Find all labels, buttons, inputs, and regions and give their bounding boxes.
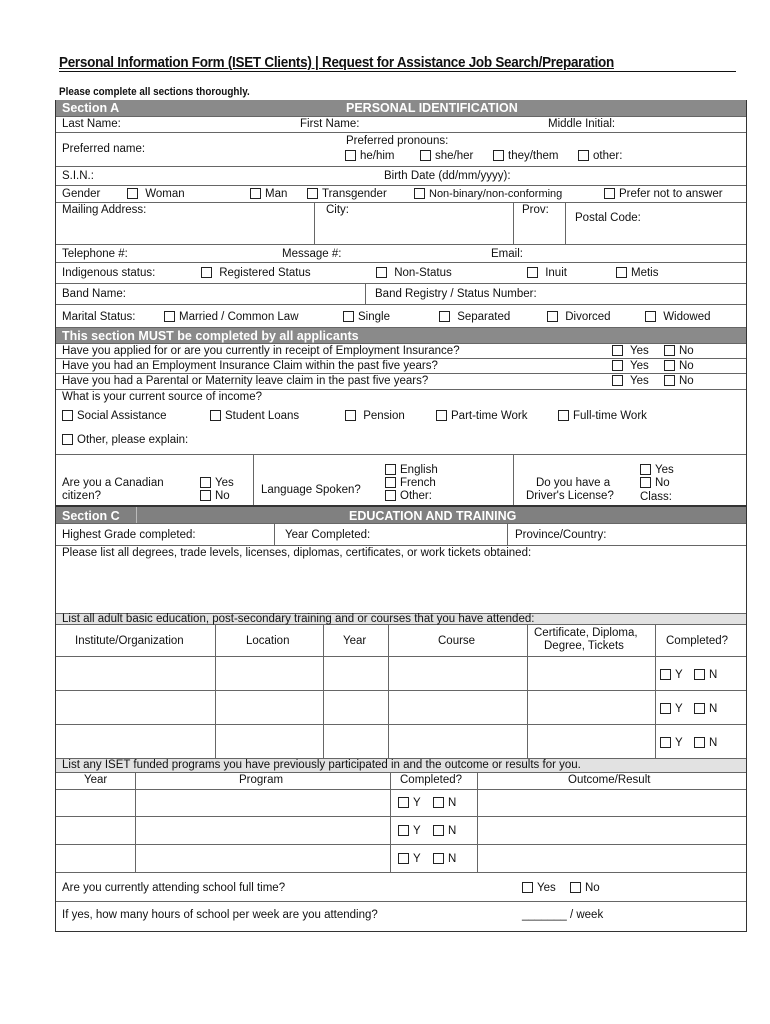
income-pension[interactable] <box>345 410 405 423</box>
iset-completed-y[interactable] <box>398 853 421 866</box>
yes-label: Yes <box>630 375 649 387</box>
title-underline <box>59 71 736 72</box>
middle-initial-field[interactable]: Middle Initial: <box>548 118 616 130</box>
institute-cell[interactable] <box>56 725 216 758</box>
iset-row[interactable] <box>56 817 746 845</box>
sin-field[interactable]: S.I.N.: <box>62 170 94 182</box>
checkbox-citizen-no[interactable] <box>200 490 211 501</box>
gender-label: Gender <box>62 188 101 200</box>
checkbox-completed-y[interactable] <box>660 669 671 680</box>
preferred-pronouns-label: Preferred pronouns: <box>346 135 449 147</box>
checkbox-license-no[interactable] <box>640 477 651 488</box>
checkbox-completed-n[interactable] <box>694 669 705 680</box>
first-name-field[interactable]: First Name: <box>300 118 360 130</box>
section-a-header <box>56 100 746 117</box>
gender-transgender[interactable] <box>307 188 387 201</box>
divider <box>365 284 366 304</box>
iset-year-cell[interactable] <box>56 845 136 872</box>
degrees-row <box>56 546 746 614</box>
inuit-label: Inuit <box>545 267 567 279</box>
checkbox-ei-claim-no[interactable] <box>664 360 675 371</box>
iset-completed-header: Completed? <box>400 774 463 786</box>
english-label: English <box>400 464 438 476</box>
iset-completed-y[interactable] <box>398 797 421 810</box>
iset-completed-y[interactable] <box>398 825 421 838</box>
student-loans-label: Student Loans <box>225 410 300 422</box>
checkbox-income-other[interactable] <box>62 434 73 445</box>
program-cell[interactable] <box>136 845 391 872</box>
iset-completed-cell <box>391 817 478 844</box>
checkbox-widowed[interactable] <box>645 311 656 322</box>
checkbox-she-her[interactable] <box>420 150 431 161</box>
last-name-field[interactable]: Last Name: <box>62 118 121 130</box>
completed-n[interactable] <box>694 703 717 716</box>
program-cell[interactable] <box>136 817 391 844</box>
checkbox-iset-y[interactable] <box>398 825 409 836</box>
completed-n[interactable] <box>694 669 717 682</box>
checkbox-registered-status[interactable] <box>201 267 212 278</box>
attending-yes[interactable] <box>522 882 556 895</box>
yes-label: Yes <box>655 464 674 476</box>
course-cell[interactable] <box>389 691 528 724</box>
y-label: Y <box>413 797 421 809</box>
ei-claim-yes[interactable] <box>612 360 649 373</box>
checkbox-iset-n[interactable] <box>433 825 444 836</box>
iset-table-header <box>56 773 746 790</box>
hours-per-week-field[interactable]: _______ / week <box>522 909 604 921</box>
section-c-header <box>56 505 746 524</box>
gender-man[interactable] <box>250 188 287 201</box>
course-cell[interactable] <box>389 657 528 690</box>
checkbox-iset-y[interactable] <box>398 797 409 808</box>
checkbox-student-loans[interactable] <box>210 410 221 421</box>
married-label: Married / Common Law <box>179 311 299 323</box>
checkbox-single[interactable] <box>343 311 354 322</box>
iset-completed-n[interactable] <box>433 825 456 838</box>
social-assistance-label: Social Assistance <box>77 410 167 422</box>
completed-y[interactable] <box>660 737 683 750</box>
column-location <box>216 625 324 656</box>
education-row[interactable] <box>56 725 746 759</box>
marital-single[interactable] <box>343 311 390 324</box>
ei-claim-question: Have you had an Employment Insurance Claim within the past five years? <box>62 360 438 372</box>
column-certificate <box>528 625 656 656</box>
institute-cell[interactable] <box>56 657 216 690</box>
license-no[interactable] <box>640 477 670 490</box>
pronoun-they-them[interactable] <box>493 150 559 163</box>
income-part-time[interactable] <box>436 410 527 423</box>
section-c-heading: EDUCATION AND TRAINING <box>349 509 517 523</box>
column-program <box>136 773 391 789</box>
adult-education-prompt: List all adult basic education, post-secondary training and or courses that you have attended: <box>62 613 535 625</box>
checkbox-ei-claim-yes[interactable] <box>612 360 623 371</box>
marital-married[interactable] <box>164 311 299 324</box>
yes-label: Yes <box>537 882 556 894</box>
pronoun-other[interactable] <box>578 150 622 163</box>
instructions: Please complete all sections thoroughly. <box>59 86 250 98</box>
pronoun-he-him-label: he/him <box>360 150 395 162</box>
drivers-license-line2: Driver's License? <box>526 490 614 502</box>
y-label: Y <box>675 669 683 681</box>
divorced-label: Divorced <box>565 311 611 323</box>
sin-row <box>56 167 746 186</box>
checkbox-divorced[interactable] <box>547 311 558 322</box>
parental-row <box>56 374 746 390</box>
divider <box>314 203 315 244</box>
section-c-label: Section C <box>62 509 120 523</box>
ei-claim-no[interactable] <box>664 360 694 373</box>
language-french[interactable] <box>385 477 436 490</box>
checkbox-part-time[interactable] <box>436 410 447 421</box>
indigenous-non-status[interactable] <box>376 267 452 280</box>
iset-completed-n[interactable] <box>433 853 456 866</box>
income-full-time[interactable] <box>558 410 647 423</box>
marital-widowed[interactable] <box>645 311 711 324</box>
checkbox-man[interactable] <box>250 188 261 199</box>
citizen-no[interactable] <box>200 490 230 503</box>
pronoun-other-label: other: <box>593 150 623 162</box>
n-label: N <box>448 797 457 809</box>
drivers-license-line1: Do you have a <box>536 477 611 489</box>
checkbox-completed-n[interactable] <box>694 703 705 714</box>
income-social-assistance[interactable] <box>62 410 167 423</box>
checkbox-license-yes[interactable] <box>640 464 651 475</box>
iset-completed-n[interactable] <box>433 797 456 810</box>
attending-school-row <box>56 873 746 902</box>
yes-label: Yes <box>630 360 649 372</box>
income-other[interactable] <box>62 434 188 447</box>
language-spoken-label: Language Spoken? <box>261 484 361 496</box>
iset-prompt: List any ISET funded programs you have previously participated in and the outcome or results for you. <box>62 759 581 771</box>
certificate-header-line2: Degree, Tickets <box>544 640 624 652</box>
checkbox-completed-y[interactable] <box>660 737 671 748</box>
column-institute <box>56 625 216 656</box>
section-b-header <box>56 328 746 344</box>
section-a-heading: PERSONAL IDENTIFICATION <box>346 101 518 115</box>
checkbox-woman[interactable] <box>127 188 138 199</box>
gender-woman[interactable] <box>127 188 185 201</box>
parental-yes[interactable] <box>612 375 649 388</box>
no-label: No <box>679 375 694 387</box>
band-row <box>56 284 746 305</box>
divider <box>253 455 254 505</box>
checkbox-completed-y[interactable] <box>660 703 671 714</box>
license-class-field[interactable]: Class: <box>640 491 672 503</box>
hours-question: If yes, how many hours of school per week are you attending? <box>62 909 378 921</box>
location-cell[interactable] <box>216 725 324 758</box>
email-field[interactable]: Email: <box>491 248 523 260</box>
preferred-row <box>56 133 746 167</box>
no-label: No <box>215 490 230 502</box>
n-label: N <box>448 825 457 837</box>
iset-bar <box>56 759 746 773</box>
iset-completed-cell <box>391 790 478 816</box>
ei-claim-row <box>56 359 746 374</box>
ei-yes[interactable] <box>612 345 649 358</box>
n-label: N <box>709 737 718 749</box>
band-registry-field[interactable]: Band Registry / Status Number: <box>375 288 537 300</box>
no-label: No <box>655 477 670 489</box>
institute-header: Institute/Organization <box>75 635 184 647</box>
y-label: Y <box>675 703 683 715</box>
language-other[interactable] <box>385 490 432 503</box>
course-cell[interactable] <box>389 725 528 758</box>
form-body <box>55 100 747 932</box>
license-yes[interactable] <box>640 464 674 477</box>
checkbox-inuit[interactable] <box>527 267 538 278</box>
checkbox-married[interactable] <box>164 311 175 322</box>
program-header: Program <box>239 774 284 786</box>
column-iset-year <box>56 773 136 789</box>
checkbox-iset-y[interactable] <box>398 853 409 864</box>
citizen-yes[interactable] <box>200 477 234 490</box>
yes-label: Yes <box>630 345 649 357</box>
pronoun-they-them-label: they/them <box>508 150 559 162</box>
year-header: Year <box>343 635 367 647</box>
year-cell[interactable] <box>324 691 389 724</box>
full-time-label: Full-time Work <box>573 410 647 422</box>
birth-date-field[interactable]: Birth Date (dd/mm/yyyy): <box>384 170 511 182</box>
gender-woman-label: Woman <box>145 188 185 200</box>
degrees-prompt[interactable]: Please list all degrees, trade levels, licenses, diplomas, certificates, or work tickets obtained: <box>62 547 532 559</box>
pension-label: Pension <box>363 410 405 422</box>
completed-n[interactable] <box>694 737 717 750</box>
attending-no[interactable] <box>570 882 600 895</box>
y-label: Y <box>675 737 683 749</box>
checkbox-prefer-not[interactable] <box>604 188 615 199</box>
checkbox-they-them[interactable] <box>493 150 504 161</box>
iset-year-header: Year <box>84 774 108 786</box>
checkbox-english[interactable] <box>385 464 396 475</box>
income-student-loans[interactable] <box>210 410 299 423</box>
yes-label: Yes <box>215 477 234 489</box>
checkbox-attending-no[interactable] <box>570 882 581 893</box>
marital-row <box>56 305 746 328</box>
section-b-heading: This section MUST be completed by all applicants <box>62 329 359 343</box>
outcome-header: Outcome/Result <box>568 774 651 786</box>
indigenous-metis[interactable] <box>616 267 658 280</box>
gender-prefer-not-label: Prefer not to answer <box>619 188 723 200</box>
adult-education-bar <box>56 614 746 625</box>
income-question: What is your current source of income? <box>62 391 263 403</box>
checkbox-transgender[interactable] <box>307 188 318 199</box>
certificate-cell[interactable] <box>528 657 656 690</box>
checkbox-separated[interactable] <box>439 311 450 322</box>
indigenous-row <box>56 263 746 284</box>
iset-row[interactable] <box>56 790 746 817</box>
gender-row <box>56 186 746 203</box>
checkbox-completed-n[interactable] <box>694 737 705 748</box>
language-english[interactable] <box>385 464 438 477</box>
widowed-label: Widowed <box>663 311 711 323</box>
n-label: N <box>448 853 457 865</box>
checkbox-parental-no[interactable] <box>664 375 675 386</box>
completed-header: Completed? <box>666 635 729 647</box>
pronoun-she-her[interactable] <box>420 150 473 163</box>
divider <box>274 524 275 545</box>
name-row <box>56 117 746 133</box>
course-header: Course <box>438 635 476 647</box>
section-a-label: Section A <box>62 101 120 115</box>
band-name-field[interactable]: Band Name: <box>62 288 126 300</box>
citizen-language-license-row <box>56 455 746 505</box>
checkbox-social-assistance[interactable] <box>62 410 73 421</box>
certificate-cell[interactable] <box>528 725 656 758</box>
checkbox-non-binary[interactable] <box>414 188 425 199</box>
no-label: No <box>679 360 694 372</box>
postal-code-field[interactable]: Postal Code: <box>575 212 641 224</box>
education-row[interactable] <box>56 657 746 691</box>
checkbox-full-time[interactable] <box>558 410 569 421</box>
message-field[interactable]: Message #: <box>282 248 342 260</box>
ei-no[interactable] <box>664 345 694 358</box>
income-row <box>56 390 746 455</box>
location-header: Location <box>246 635 290 647</box>
metis-label: Metis <box>631 267 659 279</box>
contact-row <box>56 245 746 263</box>
n-label: N <box>709 703 718 715</box>
marital-status-label: Marital Status: <box>62 311 136 323</box>
province-country-field[interactable]: Province/Country: <box>515 529 607 541</box>
checkbox-other-pronoun[interactable] <box>578 150 589 161</box>
column-year <box>324 625 389 656</box>
year-cell[interactable] <box>324 657 389 690</box>
part-time-label: Part-time Work <box>451 410 528 422</box>
divider <box>565 203 566 244</box>
gender-transgender-label: Transgender <box>322 188 387 200</box>
location-cell[interactable] <box>216 657 324 690</box>
divider <box>136 507 137 523</box>
year-completed-field[interactable]: Year Completed: <box>285 529 371 541</box>
citizen-label-line1: Are you a Canadian <box>62 477 164 489</box>
marital-divorced[interactable] <box>547 311 611 324</box>
no-label: No <box>585 882 600 894</box>
checkbox-iset-n[interactable] <box>433 797 444 808</box>
divider <box>513 455 514 505</box>
iset-year-cell[interactable] <box>56 790 136 816</box>
parental-no[interactable] <box>664 375 694 388</box>
parental-question: Have you had a Parental or Maternity leave claim in the past five years? <box>62 375 429 387</box>
iset-completed-cell <box>391 845 478 872</box>
education-table-header <box>56 625 746 657</box>
column-course <box>389 625 528 656</box>
divider <box>513 203 514 244</box>
preferred-name-field[interactable]: Preferred name: <box>62 143 146 155</box>
gender-non-binary[interactable] <box>414 188 562 201</box>
checkbox-citizen-yes[interactable] <box>200 477 211 488</box>
registered-status-label: Registered Status <box>219 267 311 279</box>
income-other-label: Other, please explain: <box>77 434 189 446</box>
ei-question: Have you applied for or are you currently in receipt of Employment Insurance? <box>62 345 460 357</box>
non-status-label: Non-Status <box>394 267 452 279</box>
completed-y[interactable] <box>660 669 683 682</box>
telephone-field[interactable]: Telephone #: <box>62 248 128 260</box>
highest-grade-field[interactable]: Highest Grade completed: <box>62 529 196 541</box>
gender-non-binary-label: Non-binary/non-conforming <box>429 188 563 200</box>
indigenous-inuit[interactable] <box>527 267 567 280</box>
marital-separated[interactable] <box>439 311 510 324</box>
checkbox-metis[interactable] <box>616 267 627 278</box>
y-label: Y <box>413 825 421 837</box>
gender-prefer-not[interactable] <box>604 188 723 201</box>
y-label: Y <box>413 853 421 865</box>
form-title: Personal Information Form (ISET Clients) | Request for Assistance Job Search/Preparation <box>59 55 614 71</box>
program-cell[interactable] <box>136 790 391 816</box>
checkbox-ei-no[interactable] <box>664 345 675 356</box>
certificate-cell[interactable] <box>528 691 656 724</box>
language-other-label: Other: <box>400 490 432 502</box>
checkbox-iset-n[interactable] <box>433 853 444 864</box>
gender-man-label: Man <box>265 188 288 200</box>
citizen-label-line2: citizen? <box>62 490 101 502</box>
location-cell[interactable] <box>216 691 324 724</box>
city-field[interactable]: City: <box>326 204 349 216</box>
checkbox-non-status[interactable] <box>376 267 387 278</box>
address-row <box>56 203 746 245</box>
indigenous-status-label: Indigenous status: <box>62 267 156 279</box>
divider <box>507 524 508 545</box>
iset-year-cell[interactable] <box>56 817 136 844</box>
certificate-header-line1: Certificate, Diploma, <box>534 627 638 639</box>
checkbox-he-him[interactable] <box>345 150 356 161</box>
indigenous-registered[interactable] <box>201 267 311 280</box>
year-cell[interactable] <box>324 725 389 758</box>
checkbox-french[interactable] <box>385 477 396 488</box>
attending-school-question: Are you currently attending school full time? <box>62 882 286 894</box>
column-iset-completed <box>391 773 478 789</box>
checkbox-ei-yes[interactable] <box>612 345 623 356</box>
highest-grade-row <box>56 524 746 546</box>
mailing-address-field[interactable]: Mailing Address: <box>62 204 147 216</box>
iset-row[interactable] <box>56 845 746 873</box>
separated-label: Separated <box>457 311 511 323</box>
checkbox-pension[interactable] <box>345 410 356 421</box>
n-label: N <box>709 669 718 681</box>
hours-row <box>56 902 746 931</box>
pronoun-she-her-label: she/her <box>435 150 474 162</box>
checkbox-attending-yes[interactable] <box>522 882 533 893</box>
no-label: No <box>679 345 694 357</box>
ei-question-row <box>56 344 746 359</box>
pronoun-he-him[interactable] <box>345 150 395 163</box>
education-row[interactable] <box>56 691 746 725</box>
institute-cell[interactable] <box>56 691 216 724</box>
prov-field[interactable]: Prov: <box>522 204 549 216</box>
checkbox-parental-yes[interactable] <box>612 375 623 386</box>
checkbox-language-other[interactable] <box>385 490 396 501</box>
completed-y[interactable] <box>660 703 683 716</box>
single-label: Single <box>358 311 390 323</box>
french-label: French <box>400 477 436 489</box>
